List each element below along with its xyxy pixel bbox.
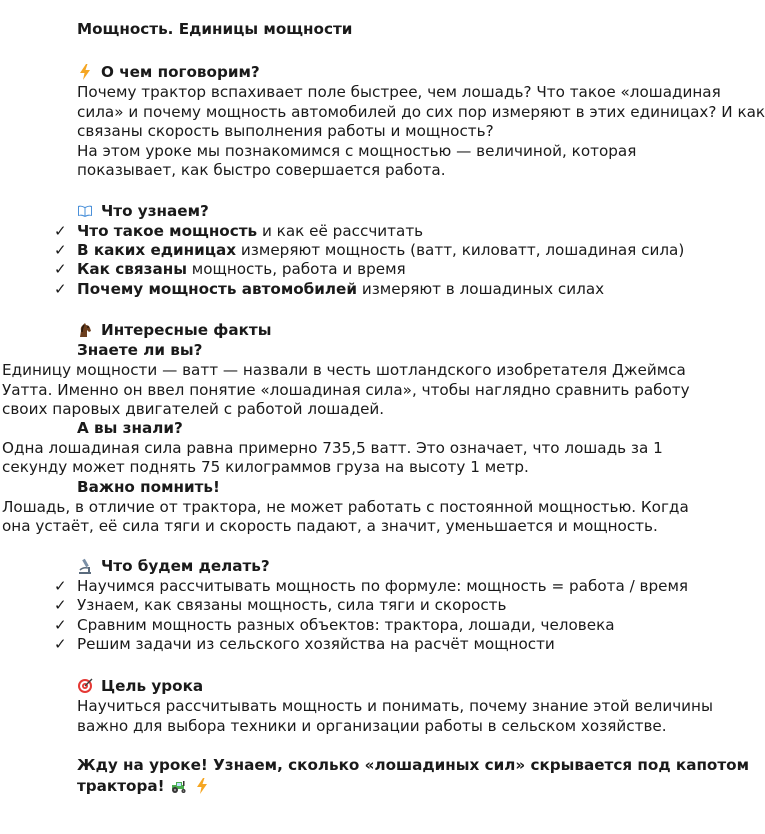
intro-line: Почему трактор вспахивает поле быстрее, чем лошадь? Что такое «лошадиная: [77, 83, 721, 101]
fact-line: она устаёт, её сила тяги и скорость падают, а значит, уменьшается и мощность.: [2, 517, 658, 535]
microscope-icon: [77, 558, 93, 574]
tractor-icon: [170, 778, 188, 794]
checkmark-icon: ✓: [54, 577, 67, 595]
goal-line: Научиться рассчитывать мощность и понимать, почему знание этой величины: [77, 697, 713, 715]
page-title: Мощность. Единицы мощности: [77, 20, 353, 38]
checkmark-icon: ✓: [54, 616, 67, 634]
lightning-icon: [77, 64, 93, 80]
section-heading-topics: О чем поговорим?: [77, 62, 260, 82]
list-item: В каких единицах измеряют мощность (ватт, киловатт, лошадиная сила): [77, 241, 685, 259]
closing-line: Жду на уроке! Узнаем, сколько «лошадиных сил» скрывается под капотом: [77, 756, 750, 774]
list-item: Почему мощность автомобилей измеряют в лошадиных силах: [77, 280, 605, 298]
list-item: Что такое мощность и как её рассчитать: [77, 222, 424, 240]
intro-line: связаны скорость выполнения работы и мощность?: [77, 122, 494, 140]
list-item: Решим задачи из сельского хозяйства на расчёт мощности: [77, 635, 555, 653]
list-item: Научимся рассчитывать мощность по формуле: мощность = работа / время: [77, 577, 689, 595]
section-heading-facts: Интересные факты: [77, 320, 271, 340]
target-icon: [77, 678, 93, 694]
intro-paragraph-line: показывает, как быстро совершается работа.: [77, 161, 446, 179]
intro-paragraph-line: На этом уроке мы познакомимся с мощностью — величиной, которая: [77, 142, 637, 160]
open-book-icon: [77, 203, 93, 219]
checkmark-icon: ✓: [54, 596, 67, 614]
list-item: Как связаны мощность, работа и время: [77, 260, 406, 278]
fact-line: своих паровых двигателей с работой лошадей.: [2, 400, 385, 418]
section-heading-learn: Что узнаем?: [77, 201, 209, 221]
checkmark-icon: ✓: [54, 241, 67, 259]
intro-line: сила» и почему мощность автомобилей до сих пор измеряют в этих единицах? И как: [77, 103, 765, 121]
fact-line: Уатта. Именно он ввел понятие «лошадиная сила», чтобы наглядно сравнить работу: [2, 381, 690, 399]
checkmark-icon: ✓: [54, 280, 67, 298]
fact-title: А вы знали?: [77, 419, 183, 437]
fact-line: Единицу мощности — ватт — назвали в честь шотландского изобретателя Джеймса: [2, 361, 686, 379]
fact-title: Важно помнить!: [77, 478, 220, 496]
section-heading-goal: Цель урока: [77, 676, 203, 696]
horse-icon: [77, 322, 93, 338]
list-item: Узнаем, как связаны мощность, сила тяги и скорость: [77, 596, 507, 614]
fact-title: Знаете ли вы?: [77, 341, 203, 359]
fact-line: секунду может поднять 75 килограммов груза на высоту 1 метр.: [2, 458, 529, 476]
fact-line: Одна лошадиная сила равна примерно 735,5 ватт. Это означает, что лошадь за 1: [2, 439, 663, 457]
checkmark-icon: ✓: [54, 260, 67, 278]
checkmark-icon: ✓: [54, 222, 67, 240]
closing-line-2: трактора!: [77, 776, 211, 796]
section-heading-plan: Что будем делать?: [77, 556, 270, 576]
fact-line: Лошадь, в отличие от трактора, не может работать с постоянной мощностью. Когда: [2, 498, 689, 516]
lightning-icon: [193, 778, 211, 794]
list-item: Сравним мощность разных объектов: трактора, лошади, человека: [77, 616, 615, 634]
goal-line: важно для выбора техники и организации работы в сельском хозяйстве.: [77, 717, 667, 735]
checkmark-icon: ✓: [54, 635, 67, 653]
